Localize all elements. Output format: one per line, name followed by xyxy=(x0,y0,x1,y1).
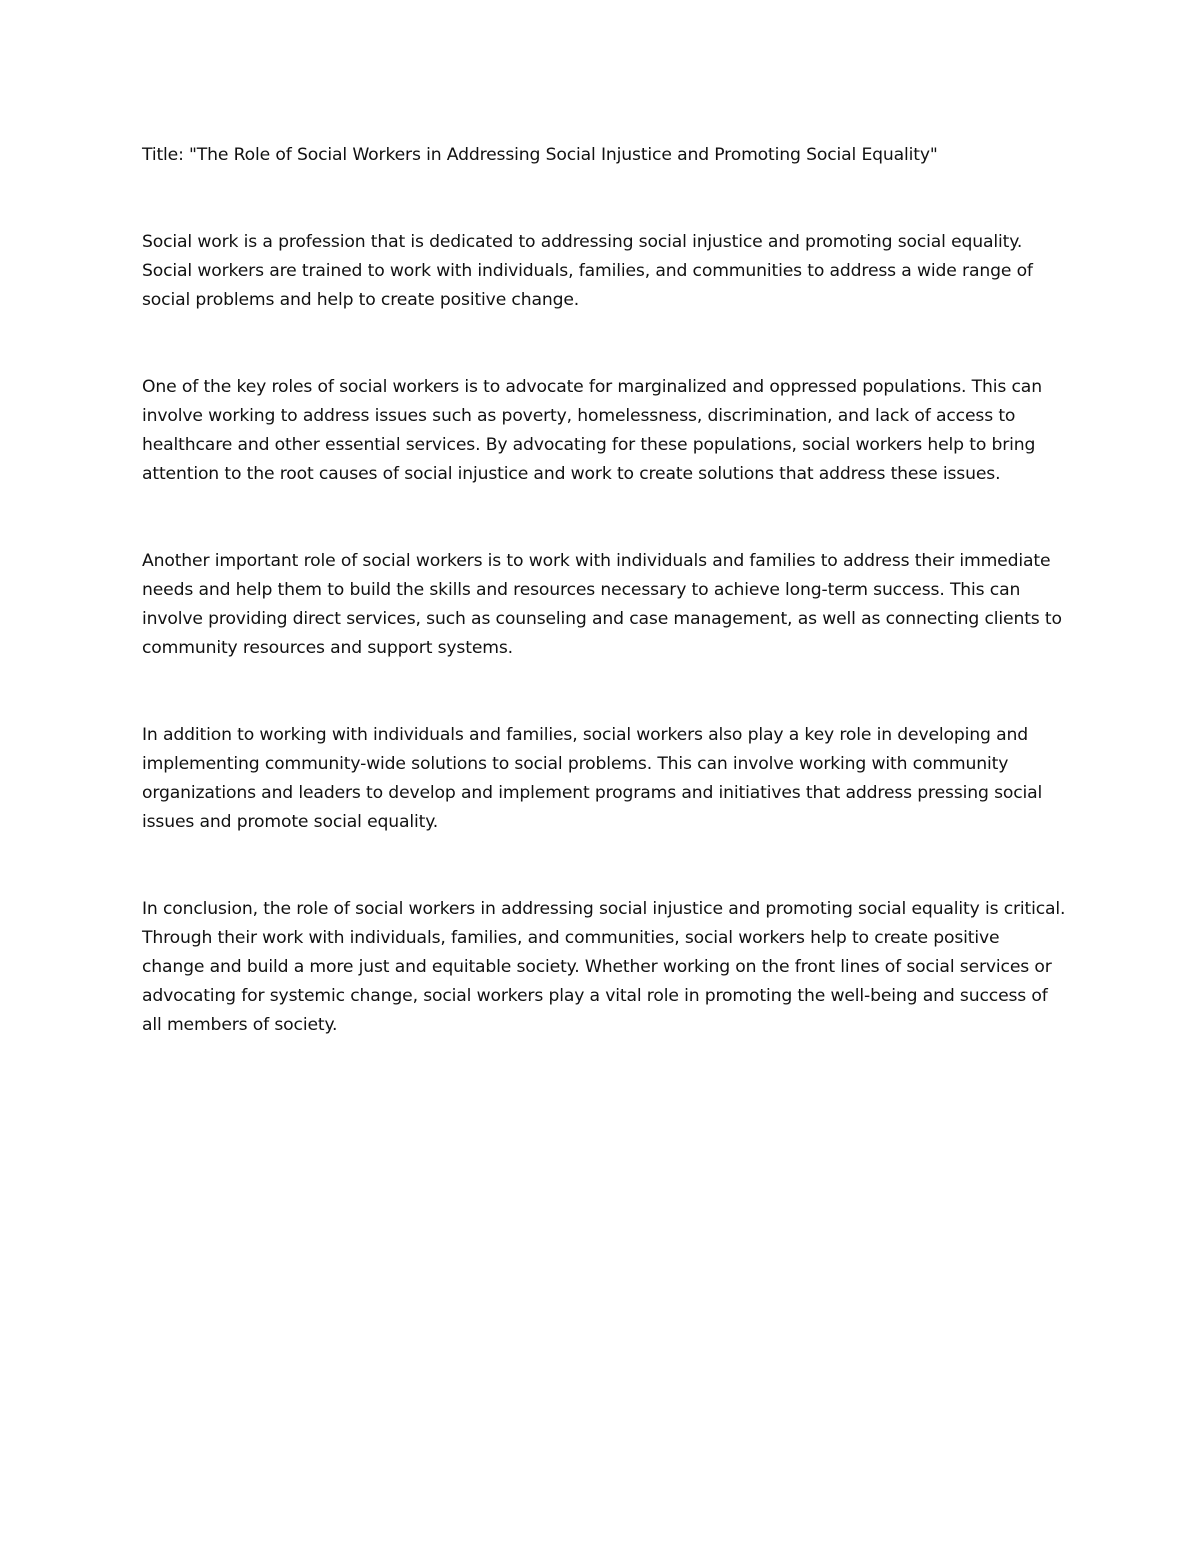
paragraph-conclusion: In conclusion, the role of social workers in addressing social injustice and promoting social equality is critical. Through their work with individuals, families, and communities, social workers help to create positive change and build a more just and equitable society. Whether working on the front lines of social services or advocating for systemic change, social workers play a vital role in promoting the well-being and success of all members of society. xyxy=(142,899,1066,1035)
paragraph-community-solutions: In addition to working with individuals and families, social workers also play a key role in developing and implementing community-wide solutions to social problems. This can involve working with community organizations and leaders to develop and implement programs and initiatives that address pressing social issues and promote social equality. xyxy=(142,725,1043,832)
paragraph-intro: Social work is a profession that is dedicated to addressing social injustice and promoting social equality. Social workers are trained to work with individuals, families, and communities to address a wide range of social problems and help to create positive change. xyxy=(142,232,1033,310)
paragraph-individual-support: Another important role of social workers is to work with individuals and families to address their immediate needs and help them to build the skills and resources necessary to achieve long-term success. This can involve providing direct services, such as counseling and case management, as well as connecting clients to community resources and support systems. xyxy=(142,551,1062,658)
paragraph-advocacy: One of the key roles of social workers is to advocate for marginalized and oppressed populations. This can involve working to address issues such as poverty, homelessness, discrimination, and lack of access to healthcare and other essential services. By advocating for these populations, social workers help to bring attention to the root causes of social injustice and work to create solutions that address these issues. xyxy=(142,377,1042,484)
document-title: Title: "The Role of Social Workers in Addressing Social Injustice and Promoting Social Equality" xyxy=(142,145,938,165)
document-body xyxy=(142,141,1067,1040)
